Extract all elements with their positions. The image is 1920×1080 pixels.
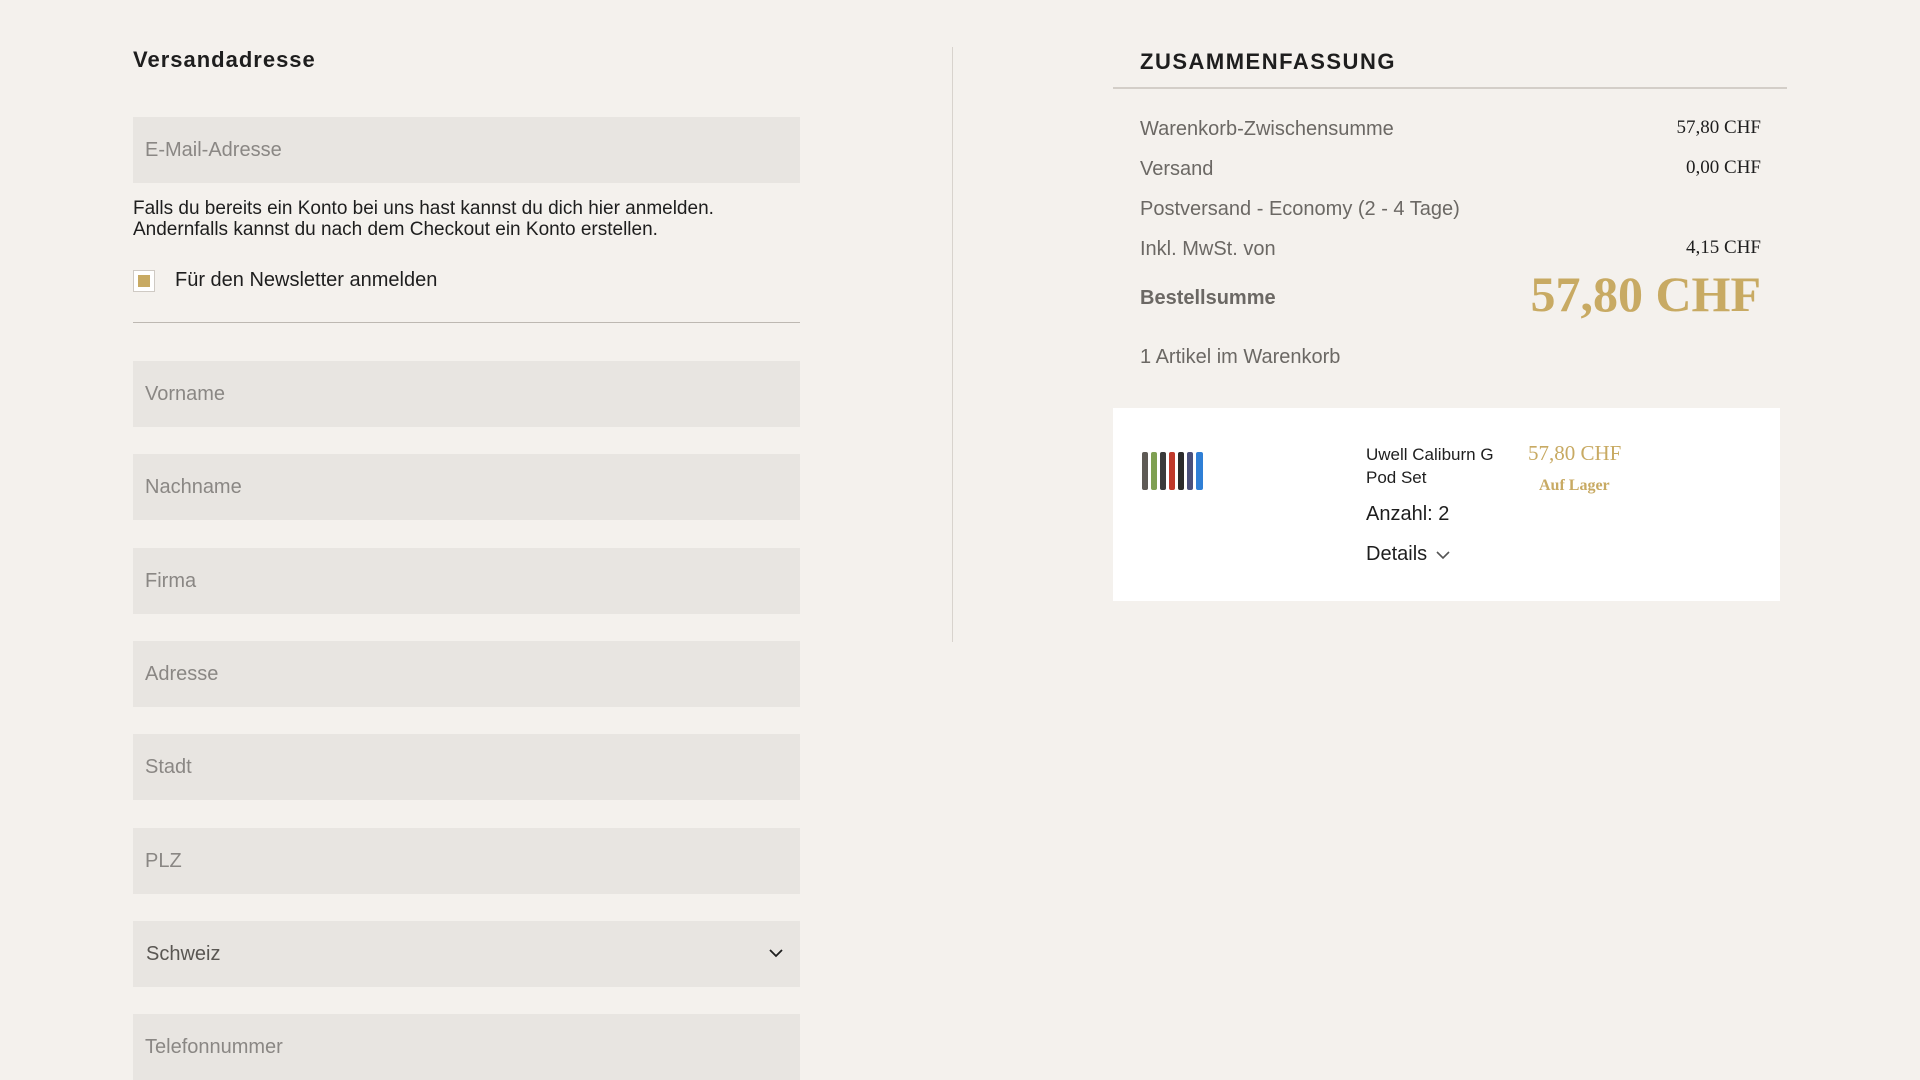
summary-title: ZUSAMMENFASSUNG: [1140, 49, 1396, 74]
company-field[interactable]: [133, 548, 800, 614]
city-field[interactable]: [133, 734, 800, 800]
login-info-text: [133, 198, 813, 240]
product-name[interactable]: Uwell Caliburn G Pod Set: [1366, 445, 1494, 487]
details-label[interactable]: Details: [1366, 543, 1428, 565]
subtotal-value: 57,80 CHF: [1676, 117, 1761, 138]
lastname-field[interactable]: [133, 454, 800, 520]
cart-item: [1113, 408, 1780, 601]
chevron-down-icon: [1435, 549, 1451, 561]
item-count: 1 Artikel im Warenkorb: [1140, 346, 1341, 368]
product-quantity: Anzahl: 2: [1366, 503, 1450, 525]
summary-divider: [1113, 87, 1787, 89]
stock-status: Auf Lager: [1539, 477, 1610, 494]
phone-field[interactable]: [133, 1014, 800, 1080]
checkbox-mark: [138, 275, 150, 287]
shipping-label: Versand: [1140, 158, 1214, 180]
shipping-value: 0,00 CHF: [1686, 157, 1761, 178]
shipping-method: Postversand - Economy (2 - 4 Tage): [1140, 198, 1460, 220]
email-field[interactable]: [133, 117, 800, 183]
newsletter-checkbox[interactable]: [133, 270, 155, 292]
address-field[interactable]: [133, 641, 800, 707]
product-price: 57,80 CHF: [1528, 441, 1622, 465]
chevron-down-icon: [766, 943, 786, 963]
zip-field[interactable]: [133, 828, 800, 894]
divider: [133, 322, 800, 323]
tax-label: Inkl. MwSt. von: [1140, 238, 1276, 260]
shipping-title: Versandadresse: [133, 47, 316, 72]
newsletter-checkbox-row[interactable]: [133, 269, 437, 292]
tax-value: 4,15 CHF: [1686, 237, 1761, 258]
product-thumbnail-icon: [1140, 448, 1206, 492]
country-select[interactable]: [133, 921, 800, 987]
newsletter-label[interactable]: Für den Newsletter anmelden: [175, 269, 438, 291]
total-label: Bestellsumme: [1140, 287, 1276, 309]
login-info-line-1: Falls du bereits ein Konto bei uns hast kannst du dich hier anmelden.: [133, 198, 714, 219]
subtotal-label: Warenkorb-Zwischensumme: [1140, 118, 1394, 140]
details-toggle[interactable]: [1366, 543, 1451, 566]
column-divider: [952, 47, 953, 642]
firstname-field[interactable]: [133, 361, 800, 427]
country-select-value: Schweiz: [146, 943, 221, 965]
total-value: 57,80 CHF: [1530, 266, 1761, 322]
login-info-line-2: Andernfalls kannst du nach dem Checkout ein Konto erstellen.: [133, 219, 658, 240]
